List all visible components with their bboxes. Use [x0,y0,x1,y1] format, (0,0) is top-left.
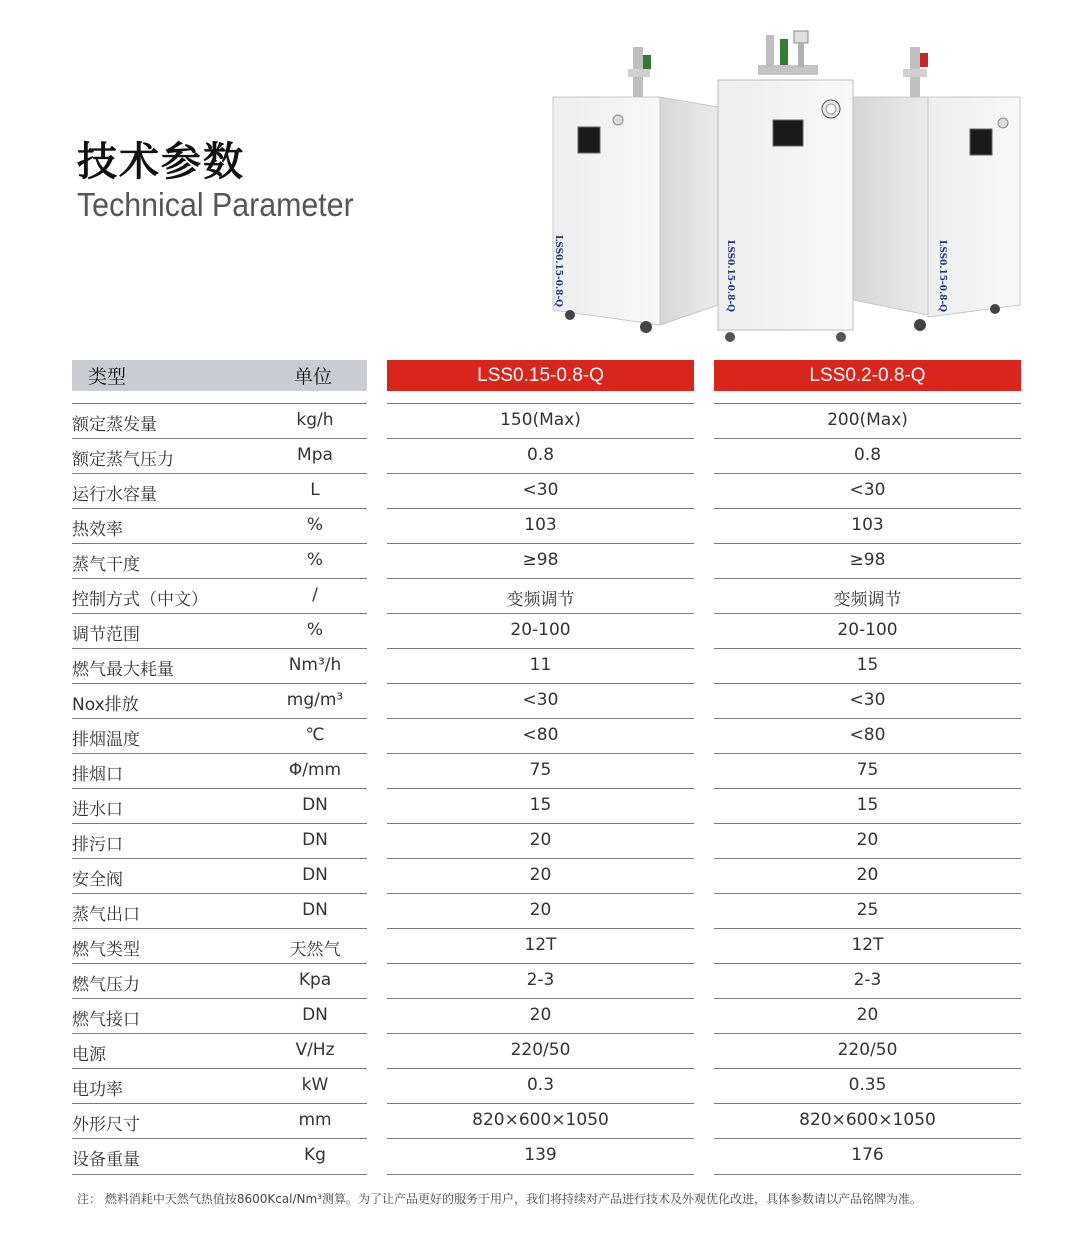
param-name: 运行水容量 [72,485,157,505]
param-unit: L [310,480,320,500]
param-value-model-2: <30 [849,480,886,500]
param-value-model-1: 12T [524,935,557,955]
header-type: 类型 [88,366,127,388]
product-image [548,25,1038,345]
param-value-model-2: 103 [851,515,884,535]
param-name: 燃气类型 [72,940,140,960]
param-name: 安全阀 [72,870,123,890]
param-name: 燃气最大耗量 [72,660,174,680]
param-name: Nox排放 [72,695,139,715]
param-name: 排烟口 [72,765,123,785]
table-row [0,753,1084,788]
param-value-model-1: 15 [529,795,552,815]
param-value-model-1: 220/50 [510,1040,571,1060]
left-generator-unit [553,47,718,333]
svg-text:LSS0.15-0.8-Q: LSS0.15-0.8-Q [937,240,947,313]
param-value-model-2: 20 [856,865,879,885]
table-header-labels [72,360,367,391]
table-row [0,1068,1084,1103]
param-name: 排污口 [72,835,123,855]
right-generator-unit [853,47,1020,331]
param-unit: DN [302,830,328,850]
table-row [0,788,1084,823]
param-value-model-1: 20 [529,830,552,850]
param-name: 蒸气出口 [72,905,140,925]
table-row [0,858,1084,893]
param-value-model-1: 20 [529,900,552,920]
param-value-model-1: 75 [529,760,552,780]
table-bottom-rule [387,1174,694,1175]
param-value-model-1: 0.3 [526,1075,555,1095]
table-row [0,893,1084,928]
param-name: 设备重量 [72,1150,140,1170]
center-generator-unit [718,31,853,342]
param-value-model-2: 15 [856,795,879,815]
param-name: 燃气接口 [72,1010,140,1030]
param-value-model-2: 15 [856,655,879,675]
table-row [0,1033,1084,1068]
param-value-model-1: 150(Max) [500,410,581,430]
param-value-model-2: 75 [856,760,879,780]
table-row [0,403,1084,438]
table-row [0,1138,1084,1173]
param-unit: mm [298,1110,332,1130]
param-value-model-2: 220/50 [837,1040,898,1060]
param-value-model-1: 0.8 [526,445,555,465]
param-value-model-2: 变频调节 [833,590,902,610]
param-value-model-2: ≥98 [849,550,886,570]
param-value-model-2: 12T [851,935,884,955]
table-row [0,718,1084,753]
table-row [0,508,1084,543]
table-row [0,438,1084,473]
table-row [0,543,1084,578]
param-unit: ℃ [305,725,325,745]
table-row [0,998,1084,1033]
param-value-model-1: 103 [524,515,557,535]
param-value-model-1: 11 [529,655,552,675]
svg-text:LSS0.15-0.8-Q: LSS0.15-0.8-Q [725,240,735,313]
table-row [0,928,1084,963]
svg-text:LSS0.15-0.8-Q: LSS0.15-0.8-Q [553,235,563,308]
param-value-model-2: 20 [856,1005,879,1025]
table-row [0,683,1084,718]
param-unit: 天然气 [289,940,341,960]
param-value-model-1: 139 [524,1145,557,1165]
param-name: 电源 [72,1045,106,1065]
param-unit: V/Hz [295,1040,335,1060]
param-value-model-1: 820×600×1050 [472,1110,609,1130]
param-unit: kg/h [296,410,334,430]
header-model-2: LSS0.2-0.8-Q [714,360,1021,391]
table-row [0,613,1084,648]
param-name: 热效率 [72,520,123,540]
header-model-1: LSS0.15-0.8-Q [387,360,694,391]
param-value-model-2: <30 [849,690,886,710]
param-unit: Mpa [297,445,333,465]
param-value-model-2: <80 [849,725,886,745]
param-unit: kW [301,1075,329,1095]
param-value-model-1: 20 [529,865,552,885]
param-unit: DN [302,1005,328,1025]
table-row [0,578,1084,613]
param-value-model-2: 20 [856,830,879,850]
param-value-model-2: 25 [856,900,879,920]
param-unit: mg/m³ [286,690,344,710]
param-name: 燃气压力 [72,975,140,995]
footnote: 注： 燃料消耗中天然气热值按8600Kcal/Nm³测算。为了让产品更好的服务于用户，我们将持续对产品进行技术及外观优化改进，具体参数请以产品铭牌为准。 [77,1192,923,1206]
param-unit: % [306,620,324,640]
param-name: 进水口 [72,800,123,820]
param-unit: Kpa [298,970,332,990]
page-title-en: Technical Parameter [77,186,354,223]
param-unit: DN [302,900,328,920]
parameter-table [0,403,1084,1173]
param-unit: % [306,550,324,570]
param-value-model-2: 200(Max) [827,410,908,430]
param-value-model-2: 0.8 [853,445,882,465]
param-value-model-1: <80 [522,725,559,745]
table-row [0,963,1084,998]
param-name: 控制方式（中文） [72,590,208,610]
param-value-model-2: 0.35 [848,1075,887,1095]
param-value-model-1: <30 [522,690,559,710]
param-value-model-2: 2-3 [853,970,882,990]
table-row [0,648,1084,683]
param-value-model-2: 20-100 [837,620,898,640]
param-unit: / [312,585,318,605]
param-unit: DN [302,865,328,885]
table-bottom-rule [72,1174,367,1175]
page-title-cn: 技术参数 [77,139,245,185]
param-unit: DN [302,795,328,815]
table-row [0,473,1084,508]
table-bottom-rule [714,1174,1021,1175]
param-value-model-1: 20 [529,1005,552,1025]
param-name: 排烟温度 [72,730,140,750]
header-unit: 单位 [294,366,333,388]
param-value-model-1: 2-3 [526,970,555,990]
table-row [0,1103,1084,1138]
param-value-model-1: <30 [522,480,559,500]
param-value-model-2: 820×600×1050 [799,1110,936,1130]
param-unit: Nm³/h [288,655,342,675]
param-value-model-1: 变频调节 [506,590,575,610]
param-value-model-1: ≥98 [522,550,559,570]
param-name: 电功率 [72,1080,123,1100]
param-name: 蒸气干度 [72,555,140,575]
table-row [0,823,1084,858]
param-value-model-1: 20-100 [510,620,571,640]
param-name: 调节范围 [72,625,140,645]
param-unit: Kg [304,1145,326,1165]
param-name: 额定蒸发量 [72,415,157,435]
param-value-model-2: 176 [851,1145,884,1165]
param-name: 额定蒸气压力 [72,450,174,470]
param-name: 外形尺寸 [72,1115,140,1135]
param-unit: % [306,515,324,535]
param-unit: Φ/mm [288,760,342,780]
